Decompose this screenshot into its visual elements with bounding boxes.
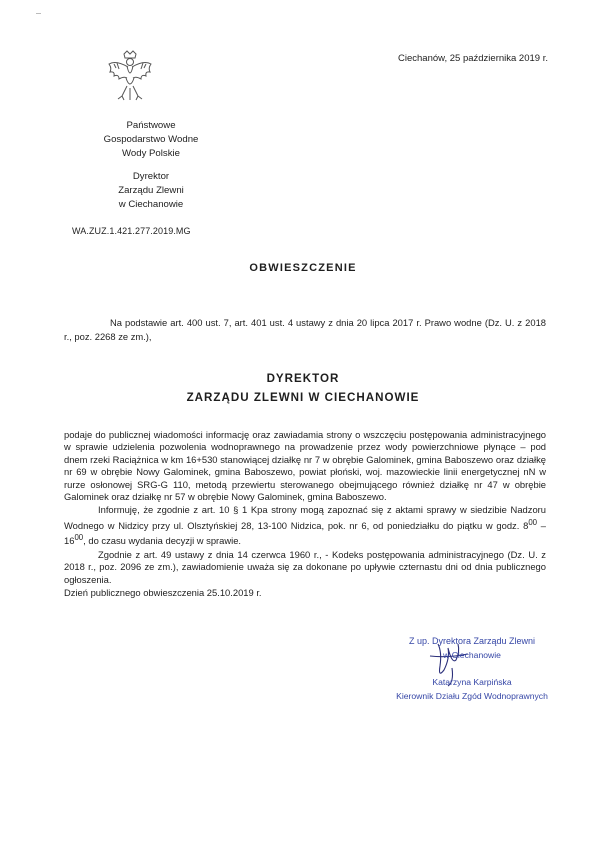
- authority-subtitle: ZARZĄDU ZLEWNI W CIECHANOWIE: [186, 391, 420, 404]
- hour-superscript: 00: [74, 533, 84, 543]
- document-title: OBWIESZCZENIE: [249, 262, 357, 274]
- authority-title: DYREKTOR: [266, 372, 340, 385]
- signature-line-1: Z up. Dyrektora Zarządu Zlewni: [408, 636, 536, 646]
- legal-basis: [64, 316, 546, 344]
- institution-line: Państwowe: [126, 120, 176, 131]
- signature-spacer: [378, 662, 566, 676]
- paragraph-2-text-c: , do czasu wydania decyzji w sprawie.: [83, 535, 242, 547]
- signature-block: [378, 635, 566, 703]
- scan-mark: [36, 13, 41, 14]
- signature-line-2: w Ciechanowie: [443, 649, 501, 660]
- hour-superscript: 00: [528, 517, 538, 527]
- notice-paragraph-3: Zgodnie z art. 49 ustawy z dnia 14 czerwca 1960 r., - Kodeks postępowania administracyjnego (Dz. U. z 2018 r., poz. 2096 ze zm.), zawiadomienie uważa się za dokonane po upływie czternastu dni od dnia publicznego ogłoszenia.: [64, 548, 546, 585]
- office-line: Zarządu Zlewni: [118, 185, 184, 196]
- institution-line: Wody Polskie: [122, 148, 180, 159]
- signatory-name: Katarzyna Karpińska: [432, 677, 512, 687]
- notice-paragraph-1: podaje do publicznej wiadomości informację oraz zawiadamia strony o wszczęciu postępowania administracyjnego w sprawie udzielenia pozwolenia wodnoprawnego na prowadzenie przez wody powierzchniowe płynące – pod dnem rzeki Raciążnica w km 16+530 stanowiącej działkę nr 7 w obrębie Galominek, gmina Baboszewo oraz działkę nr 69 w obrębie Nowy Galominek, gmina Baboszewo, powiat płoński, woj. mazowieckie linii energetycznej nN w rurze osłonowej SRG-G 110, metodą przewiertu sterowanego obejmującego również działkę nr 47 w obrębie Galominek oraz działkę nr 57 w obrębie Nowy Galominek, gmina Baboszewo.: [64, 429, 546, 503]
- publication-date: Dzień publicznego obwieszczenia 25.10.2019 r.: [64, 587, 262, 599]
- office-line: w Ciechanowie: [118, 199, 184, 210]
- document-date: Ciechanów, 25 października 2019 r.: [398, 53, 548, 64]
- notice-body: [64, 429, 546, 601]
- paragraph-2-text-b: – 16: [64, 519, 546, 547]
- institution-line: Gospodarstwo Wodne: [103, 134, 199, 145]
- reference-number: WA.ZUZ.1.421.277.2019.MG: [72, 226, 191, 236]
- notice-paragraph-2: [64, 504, 546, 547]
- office-name: [62, 170, 240, 212]
- institution-name: [62, 119, 240, 161]
- office-line: Dyrektor: [132, 171, 170, 182]
- polish-eagle-emblem-icon: [106, 50, 154, 104]
- legal-basis-text: Na podstawie art. 400 ust. 7, art. 401 ust. 4 ustawy z dnia 20 lipca 2017 r. Prawo wodne (Dz. U. z 2018 r., poz. 2268 ze zm.),: [64, 317, 546, 342]
- paragraph-2-text-a: Informuję, że zgodnie z art. 10 § 1 Kpa strony mogą zapoznać się z aktami sprawy w siedzibie Nadzoru Wodnego w Nidzicy przy ul. Olsztyńskiej 28, 13-100 Nidzica, pok. nr 6, od poniedziałku do piątku w godz. 8: [64, 504, 546, 531]
- signatory-role: Kierownik Działu Zgód Wodnoprawnych: [396, 690, 548, 701]
